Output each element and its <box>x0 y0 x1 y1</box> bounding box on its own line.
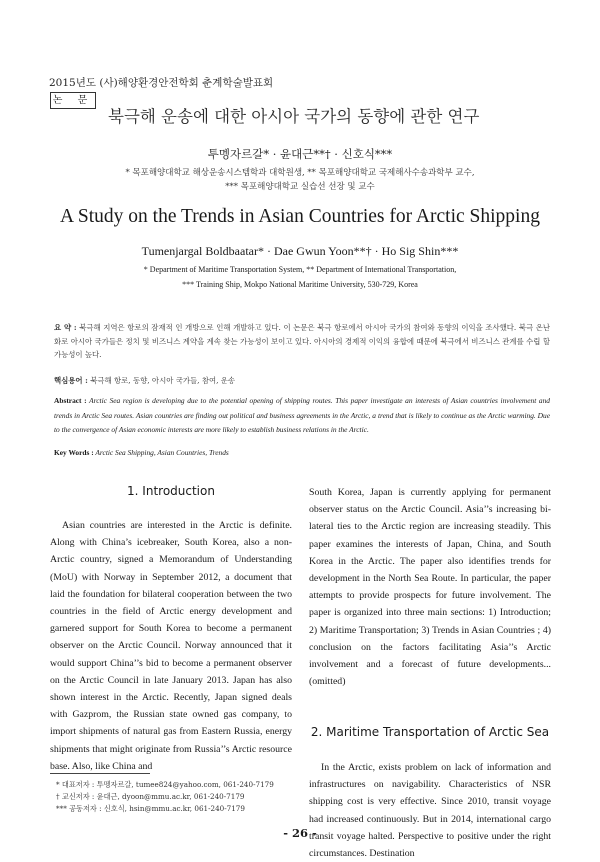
section-1-heading: 1. Introduction <box>127 484 215 498</box>
korean-abstract-label: 요 약 : <box>54 323 77 332</box>
korean-affiliation-2: *** 목포해양대학교 실습선 선장 및 교수 <box>225 182 375 192</box>
section-2-heading: 2. Maritime Transportation of Arctic Sea <box>310 725 550 739</box>
english-title: A Study on the Trends in Asian Countries for Arctic Shipping <box>60 206 540 227</box>
section-1-paragraph-2: South Korea, Japan is currently applying for permanent observer status on the Arctic Council. Asia’’s increasing bi-lateral ties to the Arctic region are increasing steadily. This paper examines the interests of Japan, China, and South Korea in the Arctic. The paper also identifies trends for development in the North Sea Route. In particular, the paper attempts to provide prospects for future involvement. The paper is organized into three main sections: 1) Introduction; 2) Maritime Transportation; 3) Trends in Asian Countries ; 4) conclusion on the factors facilitating Asia’’s Arctic involvement and a forecast of future developments...(omitted) <box>309 487 551 688</box>
korean-keywords-text: 북극해 항로, 동향, 아시아 국가들, 참여, 운송 <box>87 376 236 385</box>
english-affiliation-1: * Department of Maritime Transportation System, ** Department of International Transportation, <box>143 265 457 274</box>
korean-affiliation-1: * 목포해양대학교 해상운송시스템학과 대학원생, ** 목포해양대학교 국제해사수송과학부 교수, <box>125 168 475 178</box>
footnote-author: * 대표저자 : 투멩자르갈, tumee824@yahoo.com, 061-240-7179 <box>56 780 274 789</box>
english-authors: Tumenjargal Boldbaatar* · Dae Gwun Yoon**† · Ho Sig Shin*** <box>141 244 459 258</box>
english-keywords <box>54 448 550 457</box>
korean-keywords <box>54 375 550 386</box>
korean-keywords-label: 핵심용어 : <box>54 376 88 385</box>
english-keywords-label: Key Words : <box>54 448 94 457</box>
korean-abstract-text: 북극해 지역은 항로의 잠재적 인 개방으로 인해 개발하고 있다. 이 논문은 북극 항로에서 아시아 국가의 참여와 동향의 이익을 조사했다. 북극 온난화로 아시아 국가들은 정치 및 비즈니스 계약을 계속 찾는 가능성이 보이고 있다. 아시아의 경제적 이익의 융합에 때문에 북극에서 비즈니스 관계를 수립 할 가능성이 높다. <box>54 323 550 359</box>
section-1-paragraph-1: Asian countries are interested in the Arctic is definite. Along with China’s icebreaker, South Korea, also a non-Arctic country, signed a Memorandum of Understanding (MoU) with Norway in September 2012, a document that laid the foundation for bilateral cooperation between the two countries in the field of Arctic energy development and garnered support for South Korea to become a permanent observer on the Arctic Council. Norway announced that it would support China’’s bid to become a permanent observer on the Arctic Council in late January 2013. Japan has also shown interest in the Arctic. Recently, Japan signed deals with Gazprom, the Russian state owned gas company, to import shipments of natural gas from Eastern Russia, energy shipments that might originate from Russia’’s Arctic resource base. Also, like China and <box>50 520 292 772</box>
english-affiliation-2: *** Training Ship, Mokpo National Maritime University, 530-729, Korea <box>182 280 418 289</box>
footnote-divider <box>50 773 150 774</box>
korean-title: 북극해 운송에 대한 아시아 국가의 동향에 관한 연구 <box>108 107 480 126</box>
section-2-paragraph-1: In the Arctic, exists problem on lack of information and infrastructures on navigability. Characteristics of NSR shipping cost is very effective. Since 2010, transit voyage had increased continuously. But in 2014, international cargo transit voyage halted. Perspective to positive under the right circumstances. Destination <box>309 762 551 860</box>
footnote-corresponding-author: † 교신저자 : 윤대근, dyoon@mmu.ac.kr, 061-240-7179 <box>56 792 245 801</box>
conference-header: 2015년도 (사)해양환경안전학회 춘계학술발표회 <box>49 77 274 89</box>
paper-type-tag: 논 문 <box>50 92 96 109</box>
english-abstract-text: Arctic Sea region is developing due to the potential opening of shipping routes. This paper investigate an interests of Asian countries involvement and trends in Arctic Sea routes. Asian countries are finding out political and business agreements in the Arctic, a trend that is likely to continue as the Arctic warming. Due to the convergence of Asian economic interests are more likely to establish business relations in the Arctic. <box>54 396 551 434</box>
footnote-co-author: *** 공동저자 : 신호식, hsin@mmu.ac.kr, 061-240-7179 <box>56 804 245 813</box>
page-number: - 26 - <box>283 826 317 840</box>
korean-abstract <box>54 321 550 362</box>
english-keywords-text: Arctic Sea Shipping, Asian Countries, Trends <box>93 448 229 457</box>
korean-authors: 투멩자르갈* · 윤대근**† · 신호식*** <box>207 147 393 161</box>
english-abstract-label: Abstract : <box>54 396 87 405</box>
english-abstract <box>54 394 550 438</box>
